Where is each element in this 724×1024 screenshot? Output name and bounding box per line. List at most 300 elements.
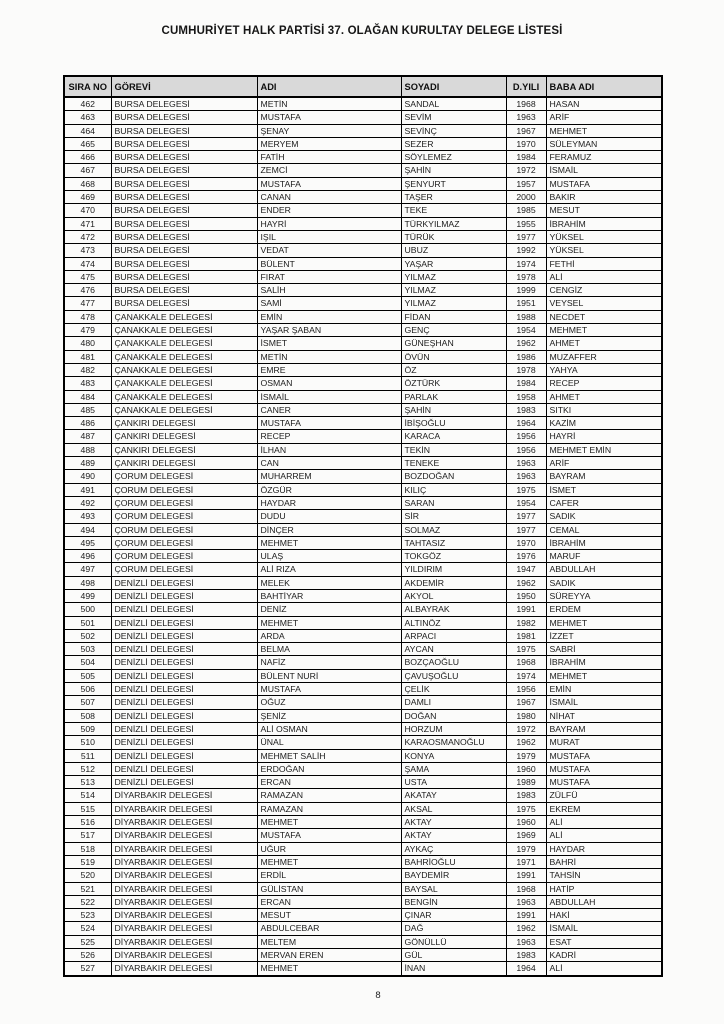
cell-d-yili: 1991 [506, 603, 546, 616]
cell-soyadi: SEVİM [401, 111, 506, 124]
cell-sira-no: 466 [64, 151, 111, 164]
cell-adi: MUSTAFA [257, 683, 401, 696]
table-row [64, 776, 662, 789]
cell-baba-adi: KAZİM [546, 417, 662, 430]
cell-d-yili: 1963 [506, 895, 546, 908]
cell-gorevi: BURSA DELEGESİ [111, 177, 257, 190]
cell-baba-adi: SADIK [546, 576, 662, 589]
table-row [64, 895, 662, 908]
cell-sira-no: 476 [64, 284, 111, 297]
cell-sira-no: 512 [64, 762, 111, 775]
cell-soyadi: ÇAVUŞOĞLU [401, 669, 506, 682]
cell-gorevi: DİYARBAKIR DELEGESİ [111, 882, 257, 895]
cell-gorevi: DİYARBAKIR DELEGESİ [111, 922, 257, 935]
table-row [64, 762, 662, 775]
table-row [64, 842, 662, 855]
cell-d-yili: 1963 [506, 457, 546, 470]
cell-gorevi: BURSA DELEGESİ [111, 217, 257, 230]
table-row [64, 257, 662, 270]
cell-gorevi: ÇANKIRI DELEGESİ [111, 430, 257, 443]
cell-d-yili: 1947 [506, 563, 546, 576]
column-header-adi: ADI [257, 76, 401, 97]
cell-d-yili: 1960 [506, 816, 546, 829]
cell-sira-no: 478 [64, 310, 111, 323]
cell-d-yili: 1969 [506, 829, 546, 842]
cell-adi: MEHMET [257, 616, 401, 629]
cell-d-yili: 1989 [506, 776, 546, 789]
cell-baba-adi: İSMAİL [546, 922, 662, 935]
cell-soyadi: GÜL [401, 949, 506, 962]
cell-adi: CAN [257, 457, 401, 470]
cell-d-yili: 1963 [506, 470, 546, 483]
cell-sira-no: 482 [64, 363, 111, 376]
cell-adi: ERCAN [257, 895, 401, 908]
table-row [64, 337, 662, 350]
column-header-gorevi: GÖREVİ [111, 76, 257, 97]
cell-gorevi: DENİZLİ DELEGESİ [111, 629, 257, 642]
cell-gorevi: ÇORUM DELEGESİ [111, 483, 257, 496]
cell-adi: DUDU [257, 510, 401, 523]
cell-adi: CANER [257, 403, 401, 416]
cell-soyadi: TAŞER [401, 191, 506, 204]
cell-gorevi: DENİZLİ DELEGESİ [111, 776, 257, 789]
cell-gorevi: DENİZLİ DELEGESİ [111, 762, 257, 775]
cell-baba-adi: ALİ [546, 816, 662, 829]
table-row [64, 722, 662, 735]
table-row [64, 669, 662, 682]
cell-soyadi: KILIÇ [401, 483, 506, 496]
cell-sira-no: 508 [64, 709, 111, 722]
cell-soyadi: ÖZTÜRK [401, 377, 506, 390]
table-row [64, 935, 662, 948]
cell-gorevi: DİYARBAKIR DELEGESİ [111, 909, 257, 922]
table-row [64, 616, 662, 629]
table-row [64, 550, 662, 563]
cell-gorevi: DENİZLİ DELEGESİ [111, 576, 257, 589]
cell-d-yili: 1968 [506, 882, 546, 895]
cell-sira-no: 488 [64, 443, 111, 456]
cell-baba-adi: FETHİ [546, 257, 662, 270]
cell-gorevi: BURSA DELEGESİ [111, 284, 257, 297]
cell-soyadi: USTA [401, 776, 506, 789]
cell-adi: ERDİL [257, 869, 401, 882]
table-row [64, 457, 662, 470]
cell-soyadi: AKSAL [401, 802, 506, 815]
cell-baba-adi: YÜKSEL [546, 244, 662, 257]
cell-baba-adi: TAHSİN [546, 869, 662, 882]
cell-soyadi: ÇELİK [401, 683, 506, 696]
column-header-baba-adi: BABA ADI [546, 76, 662, 97]
cell-gorevi: BURSA DELEGESİ [111, 97, 257, 111]
cell-baba-adi: İSMET [546, 483, 662, 496]
cell-sira-no: 484 [64, 390, 111, 403]
cell-d-yili: 1983 [506, 403, 546, 416]
cell-gorevi: ÇORUM DELEGESİ [111, 470, 257, 483]
cell-baba-adi: EMİN [546, 683, 662, 696]
cell-adi: İSMET [257, 337, 401, 350]
cell-baba-adi: MESUT [546, 204, 662, 217]
cell-baba-adi: RECEP [546, 377, 662, 390]
cell-adi: MUHARREM [257, 470, 401, 483]
cell-baba-adi: ERDEM [546, 603, 662, 616]
cell-d-yili: 1975 [506, 483, 546, 496]
cell-adi: MUSTAFA [257, 177, 401, 190]
table-row [64, 363, 662, 376]
cell-adi: ULAŞ [257, 550, 401, 563]
cell-sira-no: 527 [64, 962, 111, 976]
cell-baba-adi: ABDULLAH [546, 563, 662, 576]
cell-d-yili: 1971 [506, 855, 546, 868]
cell-adi: RAMAZAN [257, 789, 401, 802]
cell-soyadi: AKTAY [401, 816, 506, 829]
table-row [64, 324, 662, 337]
cell-d-yili: 1982 [506, 616, 546, 629]
cell-soyadi: HORZUM [401, 722, 506, 735]
cell-baba-adi: SABRİ [546, 643, 662, 656]
cell-gorevi: ÇANKIRI DELEGESİ [111, 443, 257, 456]
cell-sira-no: 500 [64, 603, 111, 616]
cell-gorevi: DENİZLİ DELEGESİ [111, 603, 257, 616]
cell-gorevi: ÇORUM DELEGESİ [111, 563, 257, 576]
cell-sira-no: 485 [64, 403, 111, 416]
cell-baba-adi: ESAT [546, 935, 662, 948]
cell-sira-no: 496 [64, 550, 111, 563]
cell-d-yili: 1960 [506, 762, 546, 775]
cell-gorevi: DİYARBAKIR DELEGESİ [111, 842, 257, 855]
cell-d-yili: 1979 [506, 842, 546, 855]
table-row [64, 536, 662, 549]
table-row [64, 629, 662, 642]
cell-soyadi: PARLAK [401, 390, 506, 403]
cell-gorevi: BURSA DELEGESİ [111, 124, 257, 137]
cell-soyadi: ÖVÜN [401, 350, 506, 363]
cell-soyadi: AYCAN [401, 643, 506, 656]
cell-sira-no: 487 [64, 430, 111, 443]
cell-sira-no: 469 [64, 191, 111, 204]
cell-sira-no: 464 [64, 124, 111, 137]
cell-baba-adi: İSMAİL [546, 696, 662, 709]
cell-soyadi: TÜRÜK [401, 230, 506, 243]
cell-adi: BELMA [257, 643, 401, 656]
table-row [64, 643, 662, 656]
cell-gorevi: DİYARBAKIR DELEGESİ [111, 895, 257, 908]
table-row [64, 962, 662, 976]
cell-adi: DENİZ [257, 603, 401, 616]
cell-d-yili: 1963 [506, 111, 546, 124]
cell-sira-no: 475 [64, 270, 111, 283]
cell-soyadi: ŞAHİN [401, 403, 506, 416]
cell-soyadi: DAMLI [401, 696, 506, 709]
cell-adi: EMRE [257, 363, 401, 376]
cell-adi: BÜLENT [257, 257, 401, 270]
cell-soyadi: BAYSAL [401, 882, 506, 895]
cell-soyadi: KONYA [401, 749, 506, 762]
cell-d-yili: 1992 [506, 244, 546, 257]
table-row [64, 230, 662, 243]
cell-baba-adi: ALİ [546, 270, 662, 283]
cell-baba-adi: HAYRİ [546, 430, 662, 443]
cell-baba-adi: İBRAHİM [546, 536, 662, 549]
cell-soyadi: ALTINÖZ [401, 616, 506, 629]
cell-baba-adi: İSMAİL [546, 164, 662, 177]
cell-baba-adi: KADRİ [546, 949, 662, 962]
cell-gorevi: ÇANKIRI DELEGESİ [111, 457, 257, 470]
table-row [64, 909, 662, 922]
cell-d-yili: 1980 [506, 709, 546, 722]
cell-gorevi: ÇORUM DELEGESİ [111, 550, 257, 563]
table-row [64, 137, 662, 150]
table-row [64, 696, 662, 709]
cell-sira-no: 468 [64, 177, 111, 190]
cell-adi: MESUT [257, 909, 401, 922]
cell-baba-adi: MEHMET EMİN [546, 443, 662, 456]
cell-sira-no: 518 [64, 842, 111, 855]
cell-baba-adi: NECDET [546, 310, 662, 323]
cell-gorevi: ÇORUM DELEGESİ [111, 536, 257, 549]
table-row [64, 656, 662, 669]
cell-baba-adi: NİHAT [546, 709, 662, 722]
cell-soyadi: BAHRİOĞLU [401, 855, 506, 868]
cell-baba-adi: AHMET [546, 337, 662, 350]
cell-baba-adi: HATİP [546, 882, 662, 895]
cell-d-yili: 1985 [506, 204, 546, 217]
cell-baba-adi: MUSTAFA [546, 749, 662, 762]
cell-gorevi: DİYARBAKIR DELEGESİ [111, 962, 257, 976]
cell-baba-adi: SÜREYYA [546, 589, 662, 602]
table-row [64, 443, 662, 456]
cell-gorevi: BURSA DELEGESİ [111, 151, 257, 164]
cell-gorevi: BURSA DELEGESİ [111, 111, 257, 124]
cell-adi: MUSTAFA [257, 829, 401, 842]
cell-soyadi: SEVİNÇ [401, 124, 506, 137]
cell-adi: NAFİZ [257, 656, 401, 669]
cell-d-yili: 1977 [506, 523, 546, 536]
cell-d-yili: 1950 [506, 589, 546, 602]
table-row [64, 922, 662, 935]
cell-adi: ERDOĞAN [257, 762, 401, 775]
cell-soyadi: ÖZ [401, 363, 506, 376]
cell-baba-adi: ALİ [546, 962, 662, 976]
cell-sira-no: 490 [64, 470, 111, 483]
cell-baba-adi: HAKİ [546, 909, 662, 922]
cell-sira-no: 486 [64, 417, 111, 430]
cell-d-yili: 1991 [506, 869, 546, 882]
table-row [64, 244, 662, 257]
cell-adi: ÜNAL [257, 736, 401, 749]
cell-d-yili: 1955 [506, 217, 546, 230]
cell-d-yili: 1954 [506, 324, 546, 337]
cell-gorevi: DENİZLİ DELEGESİ [111, 722, 257, 735]
cell-soyadi: DOĞAN [401, 709, 506, 722]
cell-gorevi: DENİZLİ DELEGESİ [111, 683, 257, 696]
table-row [64, 97, 662, 111]
table-row [64, 589, 662, 602]
table-row [64, 576, 662, 589]
cell-adi: MEHMET [257, 816, 401, 829]
cell-sira-no: 502 [64, 629, 111, 642]
cell-soyadi: FİDAN [401, 310, 506, 323]
cell-baba-adi: SITKI [546, 403, 662, 416]
cell-d-yili: 1970 [506, 137, 546, 150]
cell-baba-adi: BAKIR [546, 191, 662, 204]
cell-d-yili: 1956 [506, 443, 546, 456]
cell-baba-adi: YÜKSEL [546, 230, 662, 243]
document-title: CUMHURİYET HALK PARTİSİ 37. OLAĞAN KURULTAY DELEGE LİSTESİ [161, 25, 563, 37]
cell-d-yili: 1978 [506, 363, 546, 376]
cell-gorevi: BURSA DELEGESİ [111, 230, 257, 243]
cell-gorevi: DENİZLİ DELEGESİ [111, 656, 257, 669]
cell-sira-no: 520 [64, 869, 111, 882]
table-row [64, 510, 662, 523]
cell-adi: MUSTAFA [257, 111, 401, 124]
cell-gorevi: ÇANAKKALE DELEGESİ [111, 363, 257, 376]
cell-baba-adi: AHMET [546, 390, 662, 403]
cell-soyadi: UBUZ [401, 244, 506, 257]
cell-adi: MELEK [257, 576, 401, 589]
cell-d-yili: 1954 [506, 496, 546, 509]
cell-sira-no: 480 [64, 337, 111, 350]
cell-gorevi: ÇANAKKALE DELEGESİ [111, 377, 257, 390]
page-number: 8 [375, 990, 381, 1001]
cell-gorevi: DENİZLİ DELEGESİ [111, 616, 257, 629]
cell-d-yili: 1963 [506, 935, 546, 948]
cell-d-yili: 1983 [506, 789, 546, 802]
cell-sira-no: 510 [64, 736, 111, 749]
cell-sira-no: 497 [64, 563, 111, 576]
cell-baba-adi: MUZAFFER [546, 350, 662, 363]
cell-soyadi: SOLMAZ [401, 523, 506, 536]
cell-baba-adi: MUSTAFA [546, 776, 662, 789]
cell-adi: IŞIL [257, 230, 401, 243]
cell-sira-no: 498 [64, 576, 111, 589]
cell-d-yili: 1964 [506, 962, 546, 976]
cell-gorevi: DENİZLİ DELEGESİ [111, 736, 257, 749]
cell-baba-adi: HASAN [546, 97, 662, 111]
cell-sira-no: 501 [64, 616, 111, 629]
table-row [64, 111, 662, 124]
cell-baba-adi: CAFER [546, 496, 662, 509]
cell-d-yili: 1977 [506, 510, 546, 523]
table-row [64, 151, 662, 164]
cell-adi: DİNÇER [257, 523, 401, 536]
cell-soyadi: TENEKE [401, 457, 506, 470]
table-row [64, 882, 662, 895]
table-row [64, 749, 662, 762]
cell-adi: EMİN [257, 310, 401, 323]
cell-d-yili: 1976 [506, 550, 546, 563]
cell-adi: MEHMET [257, 962, 401, 976]
cell-gorevi: BURSA DELEGESİ [111, 257, 257, 270]
cell-gorevi: DENİZLİ DELEGESİ [111, 696, 257, 709]
cell-baba-adi: MUSTAFA [546, 762, 662, 775]
cell-d-yili: 1981 [506, 629, 546, 642]
cell-d-yili: 1999 [506, 284, 546, 297]
cell-adi: İSMAİL [257, 390, 401, 403]
cell-soyadi: TAHTASIZ [401, 536, 506, 549]
cell-d-yili: 1972 [506, 722, 546, 735]
cell-gorevi: BURSA DELEGESİ [111, 191, 257, 204]
cell-adi: HAYDAR [257, 496, 401, 509]
cell-adi: CANAN [257, 191, 401, 204]
delegate-table [63, 75, 663, 977]
cell-soyadi: AKTAY [401, 829, 506, 842]
cell-sira-no: 491 [64, 483, 111, 496]
cell-d-yili: 1962 [506, 576, 546, 589]
table-header [64, 76, 662, 97]
cell-adi: OĞUZ [257, 696, 401, 709]
cell-soyadi: AKDEMİR [401, 576, 506, 589]
cell-d-yili: 1956 [506, 683, 546, 696]
cell-sira-no: 517 [64, 829, 111, 842]
cell-adi: ŞENİZ [257, 709, 401, 722]
cell-sira-no: 474 [64, 257, 111, 270]
cell-sira-no: 516 [64, 816, 111, 829]
cell-sira-no: 519 [64, 855, 111, 868]
table-row [64, 390, 662, 403]
cell-gorevi: DİYARBAKIR DELEGESİ [111, 935, 257, 948]
cell-baba-adi: YAHYA [546, 363, 662, 376]
cell-gorevi: DENİZLİ DELEGESİ [111, 669, 257, 682]
cell-sira-no: 492 [64, 496, 111, 509]
cell-gorevi: DİYARBAKIR DELEGESİ [111, 789, 257, 802]
cell-sira-no: 507 [64, 696, 111, 709]
cell-soyadi: GÖNÜLLÜ [401, 935, 506, 948]
cell-baba-adi: ARİF [546, 111, 662, 124]
cell-soyadi: AKATAY [401, 789, 506, 802]
cell-adi: MEHMET [257, 536, 401, 549]
table-row [64, 310, 662, 323]
cell-adi: VEDAT [257, 244, 401, 257]
table-row [64, 350, 662, 363]
cell-sira-no: 505 [64, 669, 111, 682]
cell-d-yili: 1957 [506, 177, 546, 190]
table-row [64, 949, 662, 962]
cell-gorevi: ÇANAKKALE DELEGESİ [111, 390, 257, 403]
column-header-d-yili: D.YILI [506, 76, 546, 97]
cell-d-yili: 1967 [506, 696, 546, 709]
cell-adi: BÜLENT NURİ [257, 669, 401, 682]
cell-soyadi: YILMAZ [401, 284, 506, 297]
cell-sira-no: 503 [64, 643, 111, 656]
cell-soyadi: ARPACI [401, 629, 506, 642]
cell-adi: METİN [257, 97, 401, 111]
cell-adi: SALİH [257, 284, 401, 297]
table-row [64, 191, 662, 204]
cell-d-yili: 1984 [506, 151, 546, 164]
cell-d-yili: 1983 [506, 949, 546, 962]
cell-gorevi: ÇORUM DELEGESİ [111, 510, 257, 523]
cell-baba-adi: ALİ [546, 829, 662, 842]
cell-d-yili: 1968 [506, 656, 546, 669]
table-row [64, 297, 662, 310]
cell-gorevi: DİYARBAKIR DELEGESİ [111, 816, 257, 829]
cell-gorevi: BURSA DELEGESİ [111, 244, 257, 257]
table-row [64, 284, 662, 297]
cell-d-yili: 1956 [506, 430, 546, 443]
cell-soyadi: SİR [401, 510, 506, 523]
cell-sira-no: 515 [64, 802, 111, 815]
cell-sira-no: 481 [64, 350, 111, 363]
cell-gorevi: BURSA DELEGESİ [111, 270, 257, 283]
cell-gorevi: ÇORUM DELEGESİ [111, 523, 257, 536]
table-row [64, 483, 662, 496]
cell-adi: MELTEM [257, 935, 401, 948]
cell-sira-no: 479 [64, 324, 111, 337]
cell-adi: ALİ RIZA [257, 563, 401, 576]
cell-baba-adi: FERAMUZ [546, 151, 662, 164]
cell-adi: SAMİ [257, 297, 401, 310]
cell-soyadi: TÜRKYILMAZ [401, 217, 506, 230]
